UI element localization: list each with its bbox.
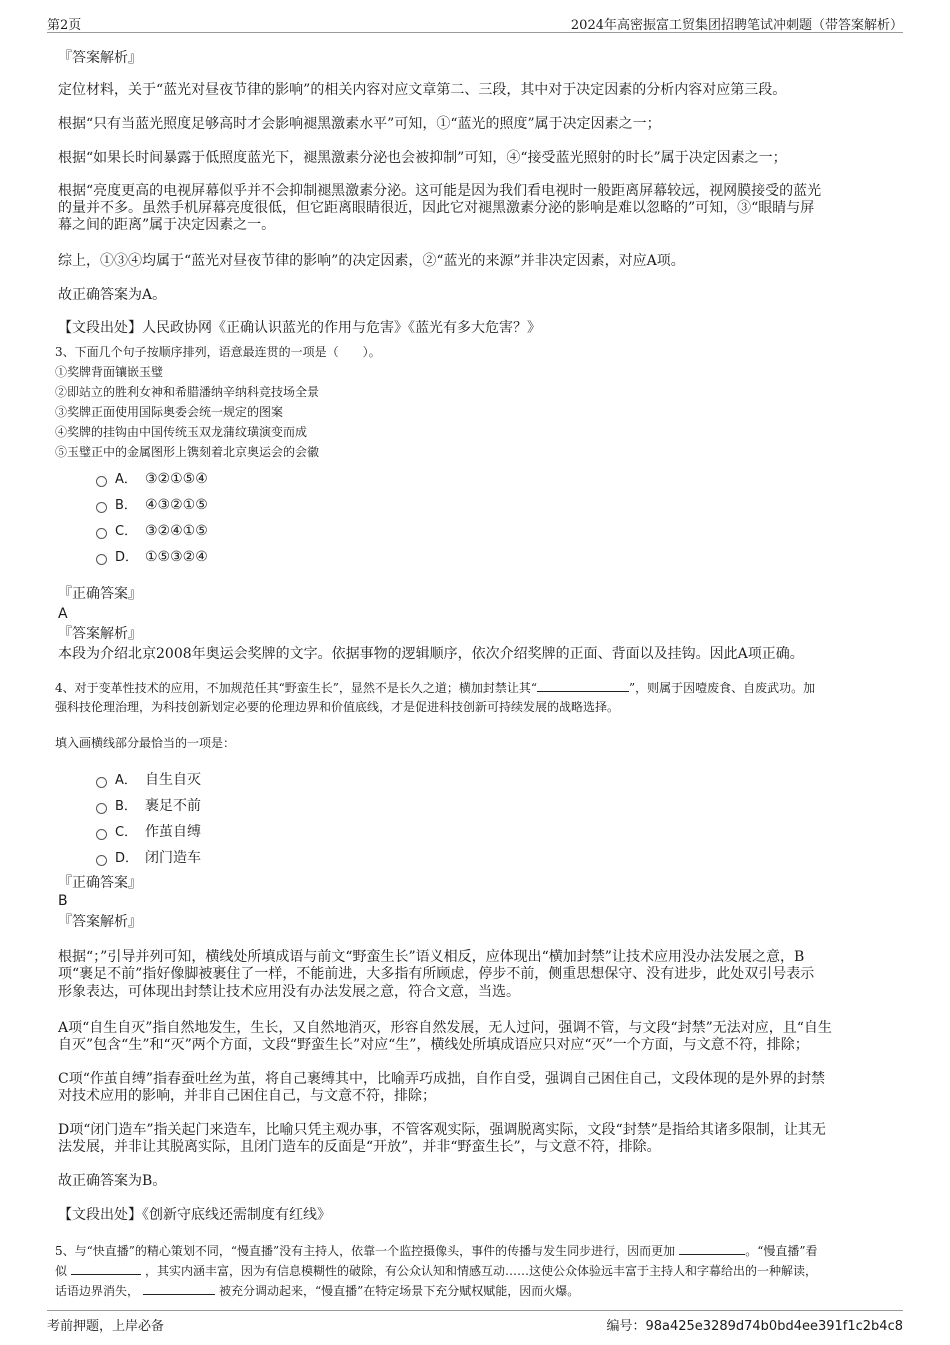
q3-option-c[interactable]: C． ③②④①⑤ — [96, 520, 208, 538]
q2-explain-p2: 根据“只有当蓝光照度足够高时才会影响褪黑激素水平”可知，①“蓝光的照度”属于决定因素之一； — [58, 116, 661, 132]
footer-slogan: 考前押题，上岸必备 — [47, 1319, 165, 1334]
fill-blank — [679, 1243, 745, 1255]
q3-option-d[interactable]: D． ①⑤③②④ — [96, 546, 208, 564]
fill-blank — [537, 680, 629, 692]
radio-icon[interactable] — [96, 803, 107, 814]
page-header — [47, 12, 903, 33]
q4-prompt: 填入画横线部分最恰当的一项是： — [55, 736, 236, 750]
q4-source: 【文段出处】《创新守底线还需制度有红线》 — [58, 1207, 331, 1223]
q2-explain-p6: 故正确答案为A。 — [58, 287, 167, 303]
q3-explain: 本段为介绍北京2008年奥运会奖牌的文字。依据事物的逻辑顺序，依次介绍奖牌的正面、背面以及挂钩。因此A项正确。 — [58, 646, 804, 662]
q2-explain-p4a: 根据“亮度更高的电视屏幕似乎并不会抑制褪黑激素分泌。这可能是因为我们看电视时一般距离屏幕较远，视网膜接受的蓝光 — [58, 183, 822, 199]
q2-explain-p4b: 的量并不多。虽然手机屏幕亮度很低，但它距离眼睛很近，因此它对褪黑激素分泌的影响是难以忽略的”可知，③“眼睛与屏 — [58, 200, 815, 216]
q3-item-5: ⑤玉璧正中的金属图形上镌刻着北京奥运会的会徽 — [55, 445, 320, 459]
document-code: 编号：98a425e3289d74b0bd4ee391f1c2b4c8 — [606, 1319, 903, 1334]
q4-option-b[interactable]: B． 裹足不前 — [96, 795, 201, 813]
q4-answer-heading: 『正确答案』 — [58, 875, 142, 891]
radio-icon[interactable] — [96, 476, 107, 487]
q3-item-3: ③奖牌正面使用国际奥委会统一规定的图案 — [55, 405, 284, 419]
radio-icon[interactable] — [96, 829, 107, 840]
q4-explain-4b: 法发展，并非让其脱离实际，且闭门造车的反面是“开放”，并非“野蛮生长”，与文意不符，排除。 — [58, 1139, 661, 1155]
radio-icon[interactable] — [96, 528, 107, 539]
q4-answer: B — [58, 893, 68, 909]
q4-explain-3a: C项“作茧自缚”指春蚕吐丝为茧，将自己裹缚其中，比喻弄巧成拙，自作自受，强调自己困住自己，文段体现的是外界的封禁 — [58, 1071, 826, 1087]
q5-line2: 似 ，其实内涵丰富，因为有信息模糊性的破除，有公众认知和情感互动……这使公众体验远丰富于主持人和字幕给出的一种解读， — [55, 1264, 818, 1278]
q5-line1: 5、与“快直播”的精心策划不同，“慢直播”没有主持人，依靠一个监控摄像头，事件的传播与发生同步进行，因而更加 。“慢直播”看 — [55, 1244, 818, 1258]
q4-option-d[interactable]: D． 闭门造车 — [96, 847, 201, 865]
q3-option-b[interactable]: B． ④③②①⑤ — [96, 494, 208, 512]
q4-option-a[interactable]: A． 自生自灭 — [96, 769, 201, 787]
q3-explain-heading: 『答案解析』 — [58, 626, 142, 642]
radio-icon[interactable] — [96, 777, 107, 788]
page-number: 第2页 — [47, 18, 82, 33]
q3-item-1: ①奖牌背面镶嵌玉璧 — [55, 365, 164, 379]
radio-icon[interactable] — [96, 502, 107, 513]
q4-explain-1a: 根据“；”引导并列可知，横线处所填成语与前文“野蛮生长”语义相反，应体现出“横加封禁”让技术应用没办法发展之意，B — [58, 949, 805, 965]
q3-stem: 3、下面几个句子按顺序排列，语意最连贯的一项是（ ）。 — [55, 345, 381, 359]
q4-explain-1c: 形象表达，可体现出封禁让技术应用没有办法发展之意，符合文意，当选。 — [58, 984, 520, 1000]
fill-blank — [71, 1263, 141, 1275]
q4-explain-2a: A项“自生自灭”指自然地发生，生长，又自然地消灭，形容自然发展，无人过问，强调不管，与文段“封禁”无法对应，且“自生 — [58, 1020, 832, 1036]
q4-conclusion: 故正确答案为B。 — [58, 1173, 167, 1189]
q2-explain-p4c: 幕之间的距离”属于决定因素之一。 — [58, 217, 276, 233]
q4-stem-line1: 4、对于变革性技术的应用，不加规范任其“野蛮生长”，显然不是长久之道；横加封禁让其“ ”，则属于因噎废食、自废武功。加 — [55, 681, 816, 695]
document-title: 2024年高密振富工贸集团招聘笔试冲刺题（带答案解析） — [570, 18, 903, 33]
q2-explain-p3: 根据“如果长时间暴露于低照度蓝光下，褪黑激素分泌也会被抑制”可知，④“接受蓝光照射的时长”属于决定因素之一； — [58, 150, 787, 166]
q2-explain-heading: 『答案解析』 — [58, 50, 142, 66]
q5-line3: 话语边界消失， 被充分调动起来，“慢直播”在特定场景下充分赋权赋能，因而火爆。 — [55, 1284, 580, 1298]
q4-option-c[interactable]: C． 作茧自缚 — [96, 821, 201, 839]
q2-source: 【文段出处】人民政协网《正确认识蓝光的作用与危害》《蓝光有多大危害？》 — [58, 320, 541, 336]
radio-icon[interactable] — [96, 855, 107, 866]
q4-explain-2b: 自灭”包含“生”和“灭”两个方面，文段“野蛮生长”对应“生”，横线处所填成语应只对应“灭”一个方面，与文意不符，排除； — [58, 1037, 809, 1053]
page-footer — [47, 1310, 903, 1335]
q3-item-2: ②即站立的胜利女神和希腊潘纳辛纳科竞技场全景 — [55, 385, 320, 399]
q4-explain-1b: 项“裹足不前”指好像脚被裹住了一样，不能前进，大多指有所顾虑，停步不前，侧重思想保守、没有进步，此处双引号表示 — [58, 966, 815, 982]
q3-answer: A — [58, 606, 68, 622]
fill-blank — [143, 1283, 215, 1295]
q4-explain-4a: D项“闭门造车”指关起门来造车，比喻只凭主观办事，不管客观实际，强调脱离实际，文段“封禁”是指给其诸多限制，让其无 — [58, 1122, 826, 1138]
q2-explain-p5: 综上，①③④均属于“蓝光对昼夜节律的影响”的决定因素，②“蓝光的来源”并非决定因素，对应A项。 — [58, 253, 685, 269]
q3-item-4: ④奖牌的挂钩由中国传统玉双龙蒲纹璜演变而成 — [55, 425, 308, 439]
q3-option-a[interactable]: A． ③②①⑤④ — [96, 468, 208, 486]
q3-answer-heading: 『正确答案』 — [58, 586, 142, 602]
radio-icon[interactable] — [96, 554, 107, 565]
q4-explain-heading: 『答案解析』 — [58, 914, 142, 930]
q4-stem-line2: 强科技伦理治理，为科技创新划定必要的伦理边界和价值底线，才是促进科技创新可持续发展的战略选择。 — [55, 700, 620, 714]
q4-explain-3b: 对技术应用的影响，并非自己困住自己，与文意不符，排除； — [58, 1088, 436, 1104]
q2-explain-p1: 定位材料，关于“蓝光对昼夜节律的影响”的相关内容对应文章第二、三段，其中对于决定因素的分析内容对应第三段。 — [58, 82, 787, 98]
